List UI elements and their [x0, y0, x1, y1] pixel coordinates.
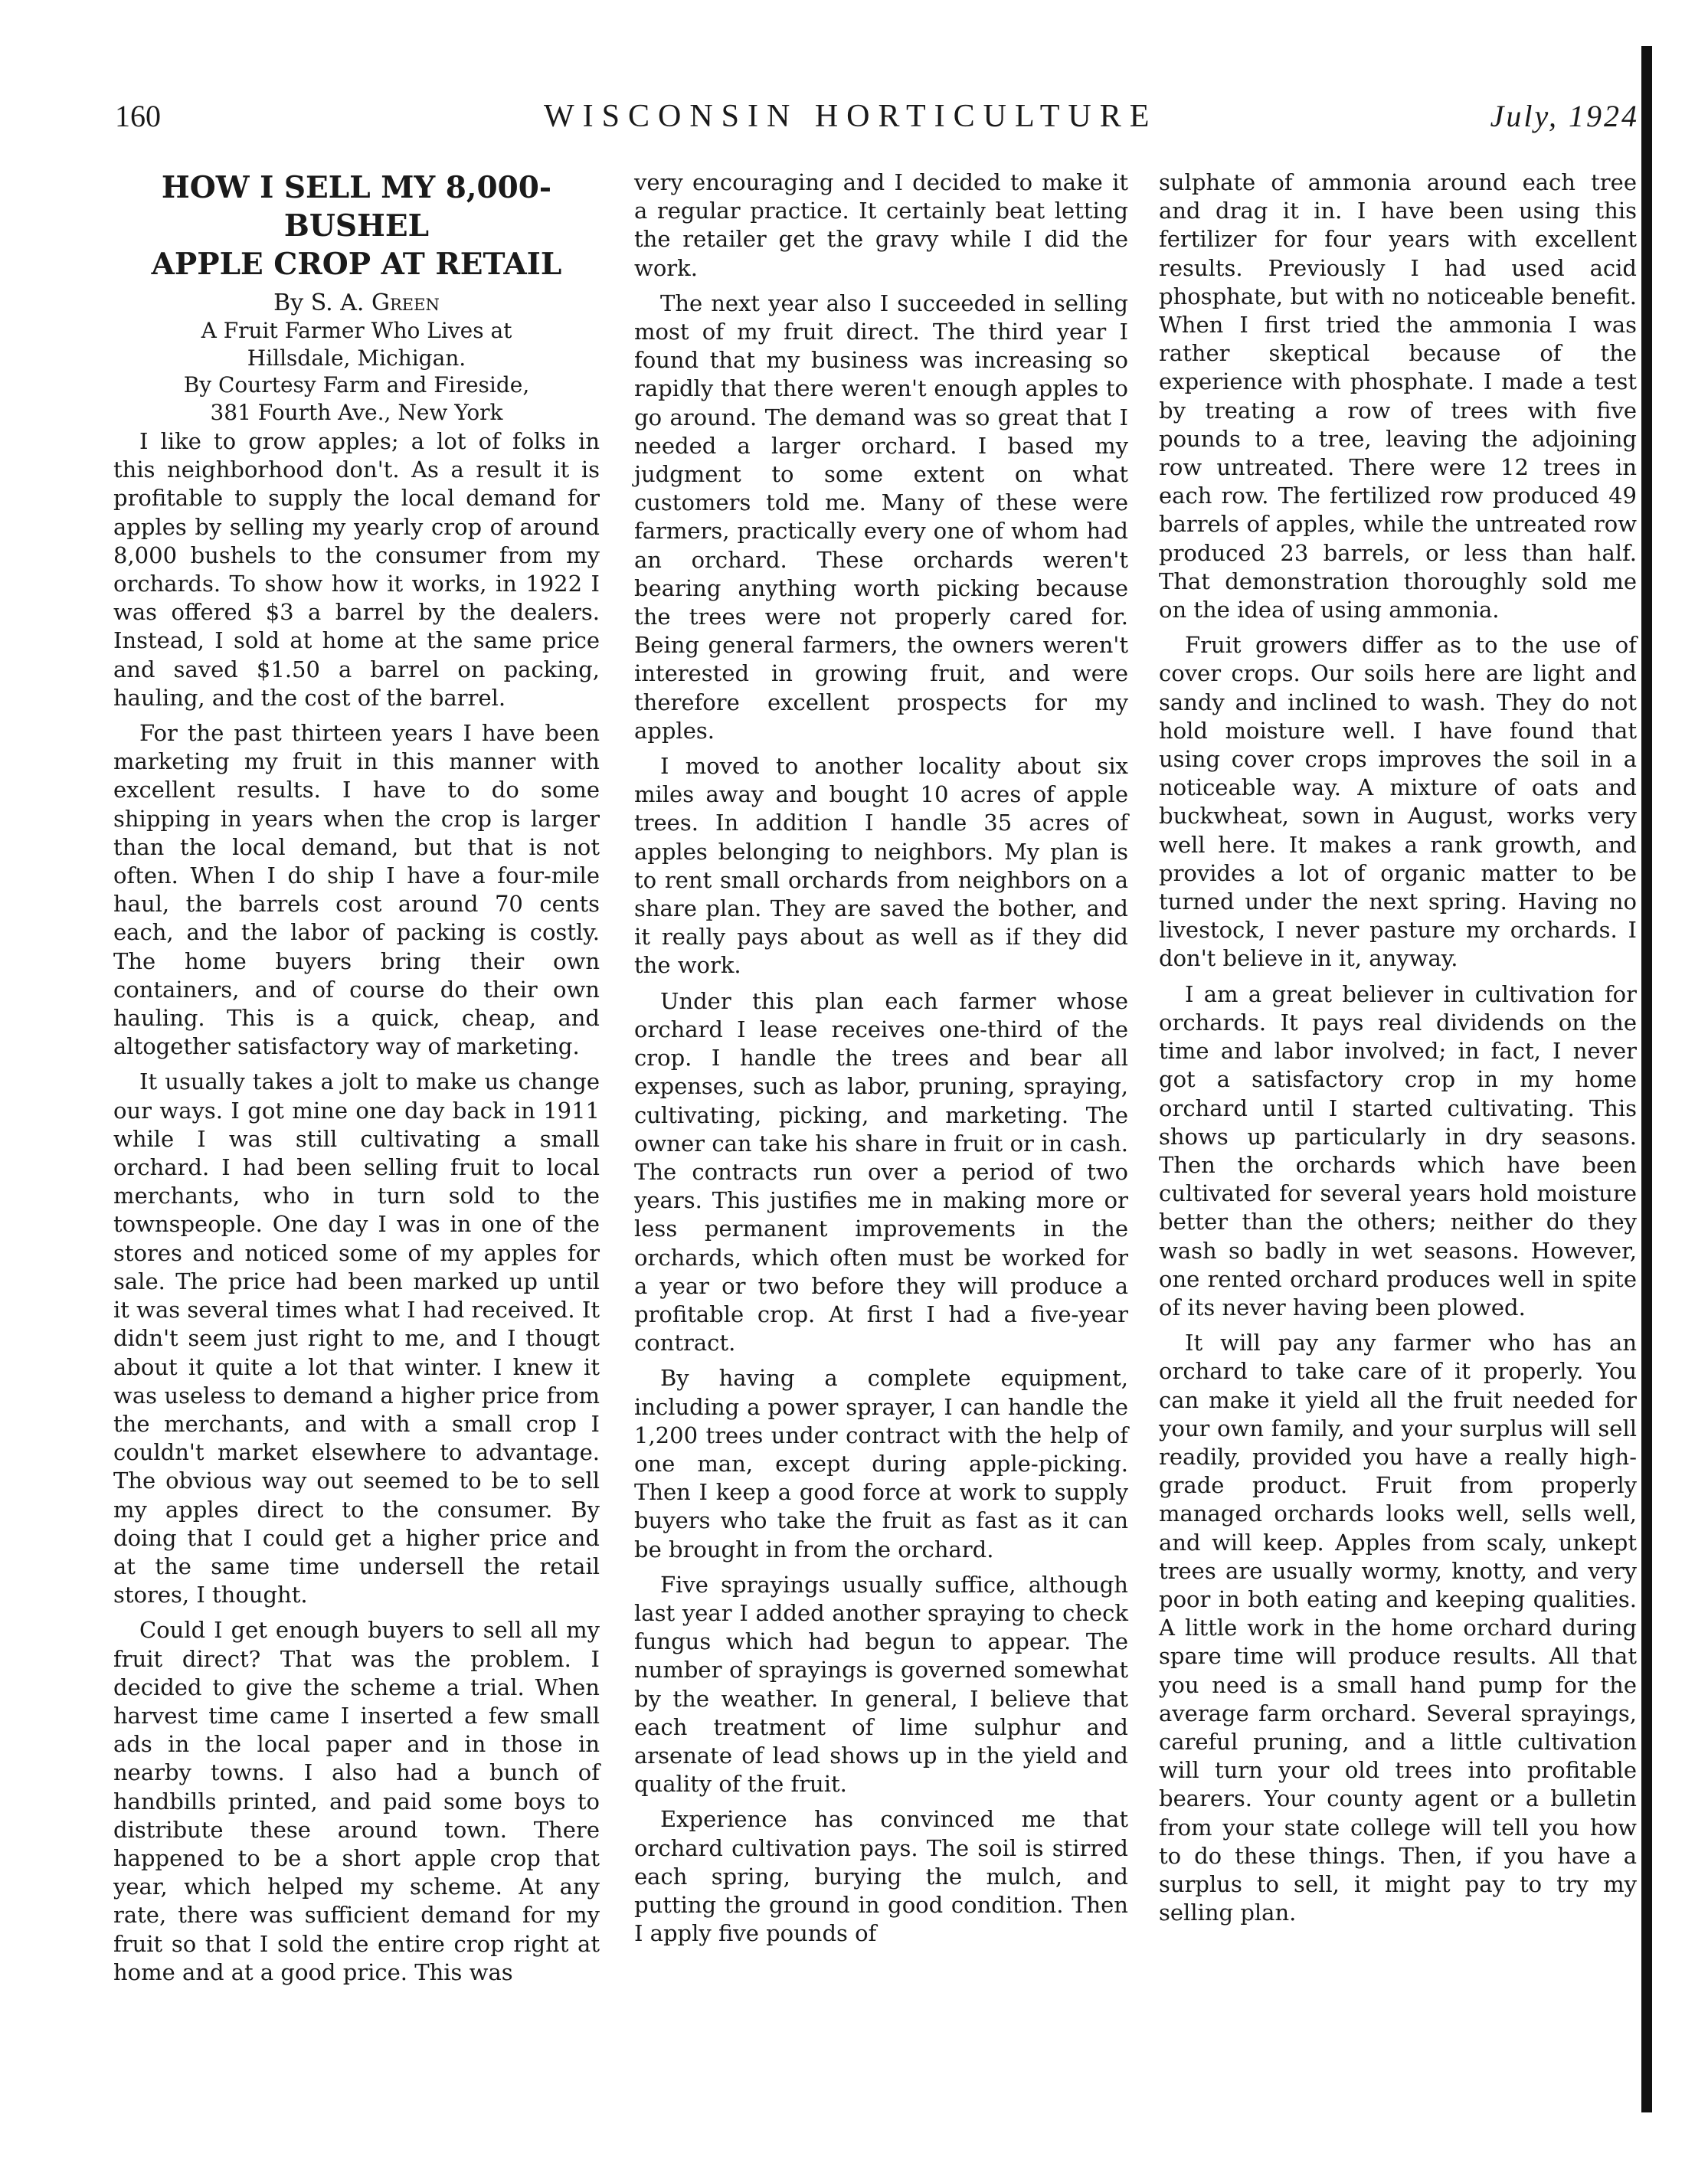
text-column-2: [634, 169, 1128, 1948]
paragraph: Under this plan each farmer whose orchard I lease receives one-third of the crop. I handle the trees and bear all expenses, such as labor, pruning, spraying, cultivating, picking, and marketing. The owner can take his share in fruit or in cash. The contracts run over a period of two years. This justifies me in making more or less permanent improvements in the orchards, which often must be worked for a year or two before they will produce a profitable crop. At first I had a five-year contract.: [634, 987, 1128, 1356]
issue-date: July, 1924: [1490, 99, 1639, 133]
paragraph: I moved to another locality about six miles away and bought 10 acres of apple trees. In addition I handle 35 acres of apples belonging to neighbors. My plan is to rent small orchards from neighbors on a share plan. They are saved the bother, and it really pays about as well as if they did the work.: [634, 753, 1128, 979]
paragraph: For the past thirteen years I have been marketing my fruit in this manner with excellent results. I have to do some shipping in years when the crop is larger than the local demand, but that is not often. When I do ship I have a four-mile haul, the barrels cost around 70 cents each, and the labor of packing is costly. The home buyers bring their own containers, and of course do their own hauling. This is a quick, cheap, and altogether satisfactory way of marketing.: [113, 720, 600, 1060]
paragraph: I like to grow apples; a lot of folks in this neighborhood don't. As a result it is profitable to supply the local demand for apples by selling my yearly crop of around 8,000 bushels to the consumer from my orchards. To show how it works, in 1922 I was offered $3 a barrel by the dealers. Instead, I sold at home at the same price and saved $1.50 a barrel on packing, hauling, and the cost of the barrel.: [113, 428, 600, 711]
paragraph: Could I get enough buyers to sell all my fruit direct? That was the problem. I decided to give the scheme a trial. When harvest time came I inserted a few small ads in the local paper and in those in nearby towns. I also had a bunch of handbills printed, and paid some boys to distribute these around town. There happened to be a short apple crop that year, which helped my scheme. At any rate, there was sufficient demand for my fruit so that I sold the entire crop right at home and at a good price. This was: [113, 1617, 600, 1985]
journal-title: WISCONSIN HORTICULTURE: [544, 99, 1158, 134]
page-edge-rule: [1641, 46, 1652, 2112]
article-title-line-1: HOW I SELL MY 8,000-BUSHEL: [161, 170, 552, 244]
byline-prefix: By S. A.: [273, 290, 365, 316]
paragraph: Fruit growers differ as to the use of cover crops. Our soils here are light and sandy and inclined to wash. They do not hold moisture well. I have found that using cover crops improves the soil in a noticeable way. A mixture of oats and buckwheat, sown in August, works very well here. It makes a rank growth, and provides a lot of organic matter to be turned under the next spring. Having no livestock, I never pasture my orchards. I don't believe in it, anyway.: [1159, 632, 1637, 972]
page-number: 160: [115, 99, 161, 133]
paragraph: It will pay any farmer who has an orchard to take care of it properly. You can make it yield all the fruit needed for your own family, and your surplus will sell readily, provided you have a really high-grade product. Fruit from properly managed orchards looks well, sells well, and will keep. Apples from scaly, unkept trees are usually wormy, knotty, and very poor in both eating and keeping qualities. A little work in the home orchard during spare time will produce results. All that you need is a small hand pump for the average farm orchard. Several sprayings, careful pruning, and a little cultivation will turn your old trees into profitable bearers. Your county agent or a bulletin from your state college will tell you how to do these things. Then, if you have a surplus to sell, it might pay to try my selling plan.: [1159, 1330, 1637, 1926]
author-description: [113, 317, 600, 371]
courtesy-line-2: 381 Fourth Ave., New York: [210, 399, 503, 425]
courtesy-note: [113, 371, 600, 426]
paragraph: very encouraging and I decided to make it a regular practice. It certainly beat letting the retailer get the gravy while I did the work.: [634, 169, 1128, 281]
author-name: Green: [371, 290, 440, 316]
paragraph: sulphate of ammonia around each tree and drag it in. I have been using this fertilizer for four years with excellent results. Previously I had used acid phosphate, but with no noticeable benefit. When I first tried the ammonia I was rather skeptical because of the experience with phosphate. I made a test by treating a row of trees with five pounds to a tree, leaving the adjoining row untreated. There were 12 trees in each row. The fertilized row produced 49 barrels of apples, while the untreated row produced 23 barrels, or less than half. That demonstration thoroughly sold me on the idea of using ammonia.: [1159, 169, 1637, 623]
paragraph: Five sprayings usually suffice, although last year I added another spraying to check fungus which had begun to appear. The number of sprayings is governed somewhat by the weather. In general, I believe that each treatment of lime sulphur and arsenate of lead shows up in the yield and quality of the fruit.: [634, 1571, 1128, 1798]
article-title-line-2: APPLE CROP AT RETAIL: [151, 247, 562, 282]
paragraph: I am a great believer in cultivation for orchards. It pays real dividends on the time and labor involved; in fact, I never got a satisfactory crop in my home orchard until I started cultivating. This shows up particularly in dry seasons. Then the orchards which have been cultivated for several years hold moisture better than the others; neither do they wash so badly in wet seasons. However, one rented orchard produces well in spite of its never having been plowed.: [1159, 980, 1637, 1320]
text-column-1: [113, 169, 600, 1987]
byline: [113, 290, 600, 317]
author-description-line-1: A Fruit Farmer Who Lives at: [201, 318, 512, 343]
text-column-3: [1159, 169, 1637, 1927]
courtesy-line-1: By Courtesy Farm and Fireside,: [183, 372, 530, 398]
running-header: [115, 98, 1639, 144]
paragraph: It usually takes a jolt to make us change our ways. I got mine one day back in 1911 while I was still cultivating a small orchard. I had been selling fruit to local merchants, who in turn sold to the townspeople. One day I was in one of the stores and noticed some of my apples for sale. The price had been marked up until it was several times what I had received. It didn't seem just right to me, and I thougt about it quite a lot that winter. I knew it was useless to demand a higher price from the merchants, and with a small crop I couldn't market elsewhere to advantage. The obvious way out seemed to be to sell my apples direct to the consumer. By doing that I could get a higher price and at the same time undersell the retail stores, I thought.: [113, 1068, 600, 1608]
author-description-line-2: Hillsdale, Michigan.: [247, 345, 466, 371]
paragraph: By having a complete equipment, including a power sprayer, I can handle the 1,200 trees under contract with the help of one man, except during apple-picking. Then I keep a good force at work to supply buyers who take the fruit as fast as it can be brought in from the orchard.: [634, 1365, 1128, 1563]
paragraph: Experience has convinced me that orchard cultivation pays. The soil is stirred each spring, burying the mulch, and putting the ground in good condition. Then I apply five pounds of: [634, 1806, 1128, 1947]
paragraph: The next year also I succeeded in selling most of my fruit direct. The third year I found that my business was increasing so rapidly that there weren't enough apples to go around. The demand was so great that I needed a larger orchard. I based my judgment to some extent on what customers told me. Many of these were farmers, practically every one of whom had an orchard. These orchards weren't bearing anything worth picking because the trees were not properly cared for. Being general farmers, the owners weren't interested in growing fruit, and were therefore excellent prospects for my apples.: [634, 290, 1128, 744]
article-title: [113, 169, 600, 283]
